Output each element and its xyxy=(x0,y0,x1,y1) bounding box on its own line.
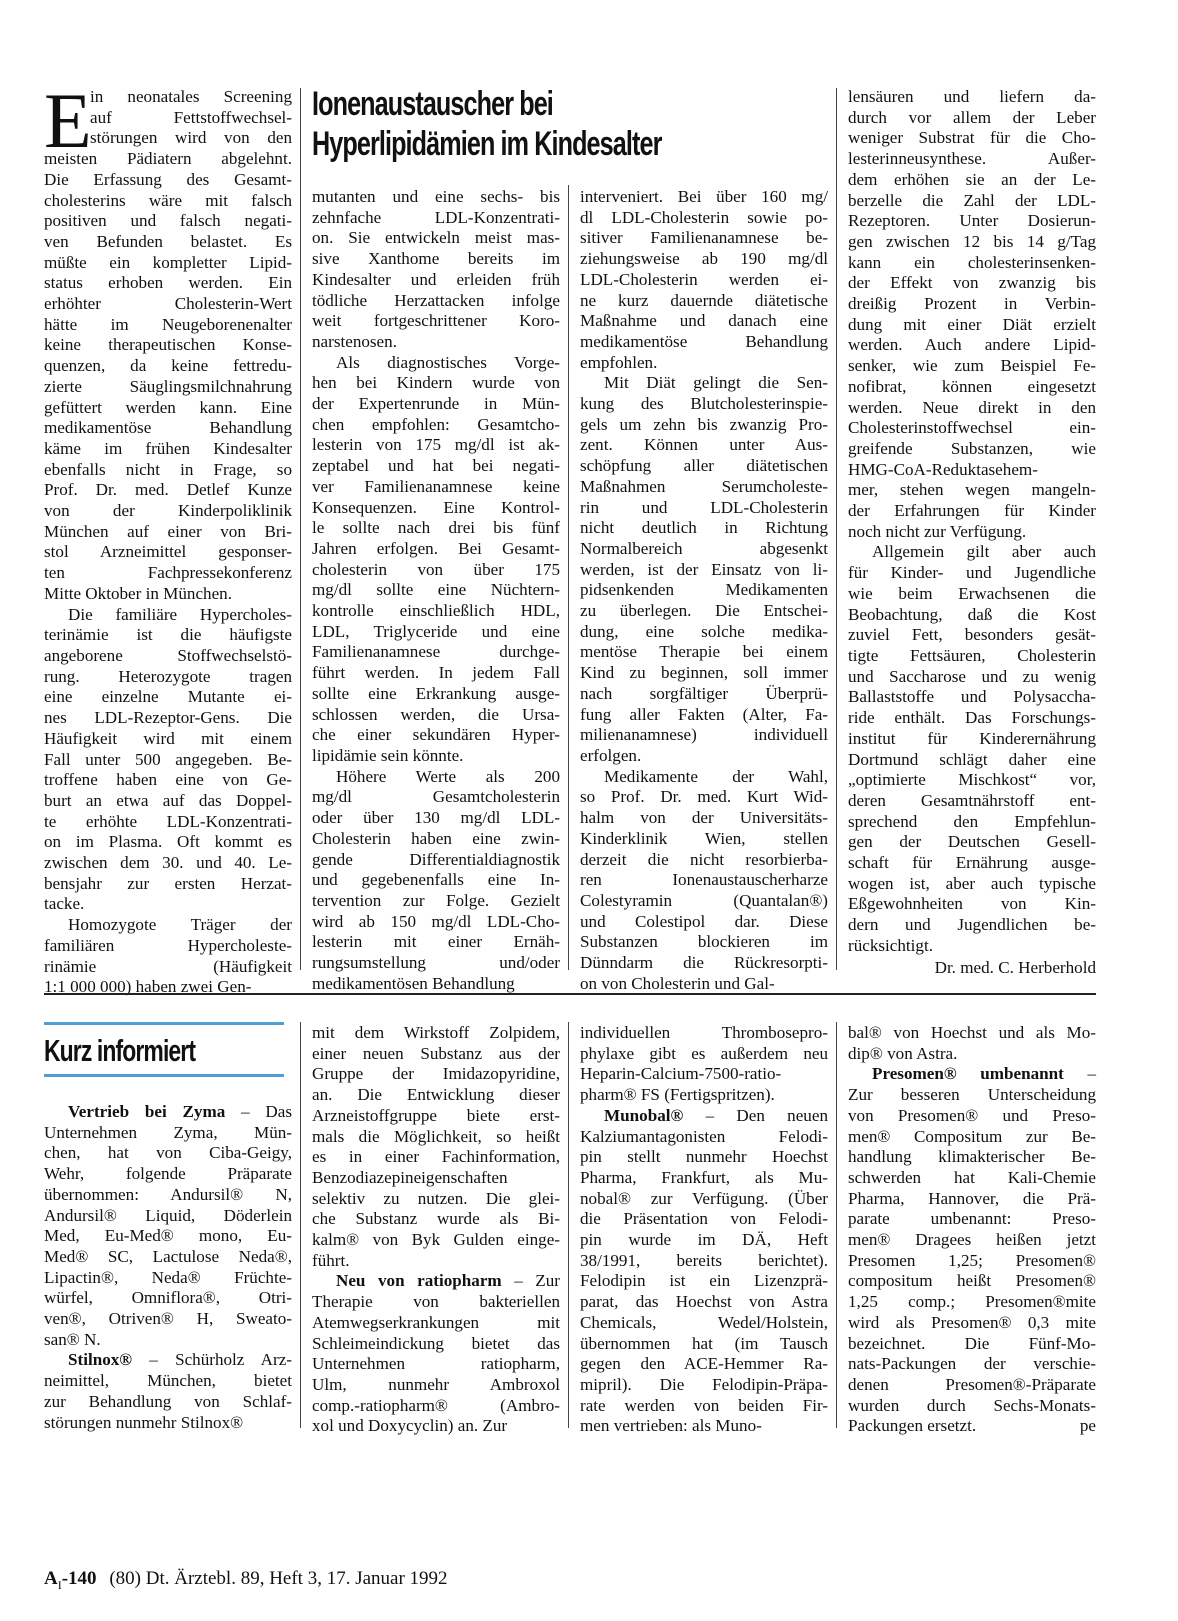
text-line: chen, hat von Ciba-Geigy, xyxy=(44,1143,292,1163)
article-column-3 xyxy=(580,187,828,994)
text-line: sive Xanthome bereits im xyxy=(312,249,560,269)
text-line: müßte ein kompletter Lipid- xyxy=(44,252,292,272)
article-column-2 xyxy=(312,187,560,994)
text-line: und gegebenenfalls eine In- xyxy=(312,870,560,890)
text-line: schöpfung aller diätetischen xyxy=(580,456,828,476)
text-line: individuellen Thromboseprо- xyxy=(580,1023,828,1042)
text-line: familiären Hypercholeste- xyxy=(44,935,292,955)
text-line: dreißig Prozent in Verbin- xyxy=(848,294,1096,314)
text-line: Therapie von bakteriellen xyxy=(312,1292,560,1312)
text-line: hen bei Kindern wurde von xyxy=(312,373,560,393)
section-divider xyxy=(44,993,1096,995)
text-line: rung. Heterozygote tragen xyxy=(44,666,292,686)
text-line: medikamentöse Behandlung xyxy=(580,331,828,351)
text-line: nobal® zur Verfügung. (Über xyxy=(580,1188,828,1208)
text-line: ziehungsweise ab 190 mg/dl xyxy=(580,249,828,269)
text-line: zuviel Fett, besonders gesät- xyxy=(848,625,1096,645)
text-line: Cholesterinstoffwechsel ein- xyxy=(848,418,1096,438)
text-line: Med, Eu-Med® mono, Eu- xyxy=(44,1226,292,1246)
text-line: gefüttert werden kann. Eine xyxy=(44,397,292,417)
text-line: wurden durch Sechs-Monats- xyxy=(848,1395,1096,1415)
text-line: lesterin von 175 mg/dl ist ak- xyxy=(312,435,560,455)
text-line: zierte Säuglingsmilchnahrung xyxy=(44,376,292,396)
text-line: würfel, Omniflora®, Otri- xyxy=(44,1288,292,1308)
text-line: weniger Substrat für die Cho- xyxy=(848,128,1096,148)
text-line: Munobal® – Den neuen xyxy=(604,1105,828,1125)
text-line: cholesterin von über 175 xyxy=(312,559,560,579)
text-line: Benzodiazepineigenschaften xyxy=(312,1167,508,1187)
text-line: Medikamente der Wahl, xyxy=(604,766,828,786)
text-line: erfolgen. xyxy=(580,745,642,765)
text-line: bezeichnet. Die Fünf-Mo- xyxy=(848,1333,1096,1353)
text-line: Gruppe der Imidazopyridine, xyxy=(312,1064,560,1084)
text-line: Neu von ratiopharm – Zur xyxy=(336,1271,560,1291)
text-line: wird ab 150 mg/dl LDL-Cho- xyxy=(312,911,560,931)
text-line: Ballaststoffe und Polysaccha- xyxy=(848,687,1096,707)
text-line: LDL, Triglyceride und eine xyxy=(312,621,560,641)
text-line: san® N. xyxy=(44,1329,101,1349)
text-line: werden. Auch andere Lipid- xyxy=(848,335,1096,355)
text-line: Beobachtung, daß die Kost xyxy=(848,604,1096,624)
text-line: Colestyramin (Quantalan®) xyxy=(580,890,828,910)
text-line: Als diagnostisches Vorge- xyxy=(336,352,560,372)
text-line: compositum heißt Presomen® xyxy=(848,1271,1096,1291)
text-line: cholesterins wäre mit falsch xyxy=(44,190,292,210)
text-line: sitiver Familienanamnese be- xyxy=(580,228,828,248)
text-line: Dünndarm die Rückresorpti- xyxy=(580,953,828,973)
text-line: ten Fachpressekonferenz xyxy=(44,563,292,583)
text-line: übernommen: Andursil® N, xyxy=(44,1184,292,1204)
text-line: Jahren erfolgen. Bei Gesamt- xyxy=(312,538,560,558)
text-line: dem erhöhen sie an der Le- xyxy=(848,169,1096,189)
text-line: medikamentösen Behandlung xyxy=(312,973,515,993)
text-line: mentöse Therapie bei einem xyxy=(580,642,828,662)
text-line: zu überlegen. Die Entschei- xyxy=(580,601,828,621)
text-line: Packungen ersetzt. pe xyxy=(848,1416,1096,1436)
text-line: dern und Jugendlichen be- xyxy=(848,915,1096,935)
text-line: troffene haben eine von Ge- xyxy=(44,770,292,790)
article-column-1 xyxy=(44,77,292,998)
article-column-4 xyxy=(848,87,1096,957)
text-line: mit dem Wirkstoff Zolpidem, xyxy=(312,1023,560,1042)
text-line: für Kinder- und Jugendliche xyxy=(848,563,1096,583)
text-line: die Präsentation von Felodi- xyxy=(580,1209,828,1229)
text-line: Schleimeindickung bietet das xyxy=(312,1333,560,1353)
text-line: institut für Kinderernährung xyxy=(848,728,1096,748)
text-line: Chemicals, Wedel/Holstein, xyxy=(580,1312,828,1332)
text-line: kann ein cholesterinsenken- xyxy=(848,252,1096,272)
text-line: gen der Deutschen Gesell- xyxy=(848,832,1096,852)
column-divider xyxy=(836,88,837,970)
text-line: Lipactin®, Neda® Früchte- xyxy=(44,1267,292,1287)
text-line: Fall unter 500 angegeben. Be- xyxy=(44,749,292,769)
text-line: te erhöhte LDL-Konzentrati- xyxy=(44,811,292,831)
text-line: der Erfahrungen für Kinder xyxy=(848,501,1096,521)
text-line: tervention zur Folge. Gezielt xyxy=(312,890,560,910)
text-line: störungen nunmehr Stilnox® xyxy=(44,1412,244,1432)
text-line: xol und Doxycyclin) an. Zur xyxy=(312,1416,508,1436)
text-line: Maßnahme und danach eine xyxy=(580,311,828,331)
text-line: fung aller Fakten (Alter, Fa- xyxy=(580,704,828,724)
text-line: Familienanamnese durchge- xyxy=(312,642,560,662)
text-line: LDL-Cholesterin werden ei- xyxy=(580,269,828,289)
text-line: le sollte nach drei bis fünf xyxy=(312,518,560,538)
text-line: werden. Neue direkt in den xyxy=(848,397,1096,417)
heading-rule-top xyxy=(44,1022,284,1025)
text-line: käme im frühen Kindesalter xyxy=(44,438,292,458)
kurz-column-4 xyxy=(848,1023,1096,1437)
text-line: weit fortgeschrittener Koro- xyxy=(312,311,560,331)
text-line: empfohlen. xyxy=(580,352,658,372)
text-line: nach sorgfältiger Überprü- xyxy=(580,683,828,703)
text-line: handlung klimakterischer Be- xyxy=(848,1147,1096,1167)
text-line: narstenosen. xyxy=(312,331,397,351)
text-line: von Presomen® und Preso- xyxy=(848,1105,1096,1125)
text-line: pharm® FS (Fertigspritzen). xyxy=(580,1085,775,1105)
text-line: lipidämie sein könnte. xyxy=(312,745,464,765)
text-line: kontrolle einschließlich HDL, xyxy=(312,601,560,621)
text-line: parat, das Hoechst von Astra xyxy=(580,1292,828,1312)
text-line: 1,25 comp.; Presomen®mite xyxy=(848,1292,1096,1312)
text-line: interveniert. Bei über 160 mg/ xyxy=(580,187,828,206)
text-line: lensäuren und liefern da- xyxy=(848,87,1096,106)
text-line: Felodipin ist ein Lizenzprä- xyxy=(580,1271,828,1291)
text-line: Kinderklinik Wien, stellen xyxy=(580,828,828,848)
text-line: ebenfalls nicht in Frage, so xyxy=(44,459,292,479)
column-divider xyxy=(568,185,569,970)
text-line: status erhoben werden. Ein xyxy=(44,273,292,293)
text-line: pin wurde im DÄ, Heft xyxy=(580,1230,828,1250)
text-line: Kind zu beginnen, soll immer xyxy=(580,663,828,683)
text-line: an. Die Entwicklung dieser xyxy=(312,1085,560,1105)
text-line: mg/dl sollte eine Nüchtern- xyxy=(312,580,560,600)
text-line: zent. Können unter Aus- xyxy=(580,435,828,455)
text-line: denen Presomen®-Präparate xyxy=(848,1374,1096,1394)
text-line: ren Ionenaustauscherharze xyxy=(580,870,828,890)
text-line: und Colestipol dar. Diese xyxy=(580,911,828,931)
text-line: Pharma, Hannover, die Prä- xyxy=(848,1188,1096,1208)
text-line: Prof. Dr. med. Detlef Kunze xyxy=(44,480,292,500)
text-line: tödliche Herzattacken infolge xyxy=(312,290,560,310)
text-line: selektiv zu nutzen. Die glei- xyxy=(312,1188,560,1208)
text-line: Rezeptoren. Unter Dosierun- xyxy=(848,211,1096,231)
text-line: ver Familienanamnese keine xyxy=(312,476,560,496)
text-line: dung, eine solche medika- xyxy=(580,621,828,641)
text-line: Heparin-Calcium-7500-ratio- xyxy=(580,1064,782,1084)
text-line: kalm® von Byk Gulden einge- xyxy=(312,1230,560,1250)
text-line: meisten Pädiatern abgelehnt. xyxy=(44,149,292,169)
text-line: und Saccharose und zu wenig xyxy=(848,666,1096,686)
text-line: zur Behandlung von Schlaf- xyxy=(44,1391,292,1411)
text-line: bensjahr zur ersten Herzat- xyxy=(44,873,292,893)
text-line: gegen den ACE-Hemmer Ra- xyxy=(580,1354,828,1374)
kurz-informiert-heading: Kurz informiert xyxy=(44,1033,196,1068)
text-line: führt werden. In jedem Fall xyxy=(312,663,560,683)
text-line: Mit Diät gelingt die Sen- xyxy=(604,373,828,393)
kurz-column-3 xyxy=(580,1023,828,1437)
page-footer: $A_I-140$ (80) Dt. Ärztebl. 89, Heft 3, 17. Januar 1992 xyxy=(44,1568,448,1592)
text-line: pidsenkenden Medikamenten xyxy=(580,580,828,600)
text-line: rinämie (Häufigkeit xyxy=(44,956,292,976)
text-line: positiven und falsch negati- xyxy=(44,211,292,231)
text-line: Zur besseren Unterscheidung xyxy=(848,1085,1096,1105)
text-line: gende Differentialdiagnostik xyxy=(312,849,560,869)
text-line: der Expertenrunde in Mün- xyxy=(312,394,560,414)
column-divider xyxy=(300,88,301,970)
text-line: lesterinneusynthese. Außer- xyxy=(848,149,1096,169)
text-line: Maßnahmen Serumcholeste- xyxy=(580,476,828,496)
text-line: Häufigkeit wird mit einem xyxy=(44,728,292,748)
text-line: Unternehmen ratiopharm, xyxy=(312,1354,560,1374)
text-line: auf Fettstoffwechsel- xyxy=(90,107,292,127)
text-line: ven Befunden belastet. Es xyxy=(44,231,292,251)
text-line: ven®, Otriven® H, Sweato- xyxy=(44,1309,292,1329)
text-line: Presomen® umbenannt – xyxy=(872,1064,1096,1084)
column-divider xyxy=(568,1022,569,1428)
text-line: Kalziumantagonisten Felodi- xyxy=(580,1126,828,1146)
text-line: durch vor allem der Leber xyxy=(848,107,1096,127)
text-line: Ulm, nunmehr Ambroxol xyxy=(312,1374,560,1394)
text-line: nicht deutlich in Richtung xyxy=(580,518,828,538)
text-line: men vertrieben: als Muno- xyxy=(580,1416,762,1436)
text-line: ride enthält. Das Forschungs- xyxy=(848,708,1096,728)
author-byline: Dr. med. C. Herberhold xyxy=(934,958,1096,977)
text-line: Presomen 1,25; Presomen® xyxy=(848,1250,1096,1270)
text-line: zehnfache LDL-Konzentrati- xyxy=(312,207,560,227)
text-line: che einer sekundären Hyper- xyxy=(312,725,560,745)
heading-rule-bottom xyxy=(44,1074,284,1077)
kurz-column-1 xyxy=(44,1102,292,1433)
text-line: der Effekt von zwanzig bis xyxy=(848,273,1096,293)
text-line: „optimierte Mischkost“ vor, xyxy=(848,770,1096,790)
text-line: deren Gesamtnährstoff ent- xyxy=(848,790,1096,810)
text-line: on. Sie entwickeln meist mas- xyxy=(312,228,560,248)
text-line: Die familiäre Hypercholes- xyxy=(68,604,292,624)
text-line: keine therapeutischen Konse- xyxy=(44,335,292,355)
text-line: neimittel, München, bietet xyxy=(44,1371,292,1391)
text-line: zwischen dem 30. und 40. Le- xyxy=(44,853,292,873)
text-line: stol Arzneimittel gesponser- xyxy=(44,542,292,562)
text-line: halm von der Universitäts- xyxy=(580,808,828,828)
text-line: einer neuen Substanz aus der xyxy=(312,1043,560,1063)
text-line: Konsequenzen. Eine Kontrol- xyxy=(312,497,560,517)
text-line: rin und LDL-Cholesterin xyxy=(580,497,828,517)
text-line: sprechend den Empfehlun- xyxy=(848,811,1096,831)
text-line: 1:1 000 000) haben zwei Gen- xyxy=(44,977,252,997)
text-line: München auf einer von Bri- xyxy=(44,521,292,541)
text-line: che Substanz wurde als Bi- xyxy=(312,1209,560,1229)
text-line: Stilnox® – Schürholz Arz- xyxy=(68,1350,292,1370)
text-line: gels um zehn bis zwanzig Pro- xyxy=(580,414,828,434)
text-line: HMG-CoA-Reduktasehem- xyxy=(848,459,1038,479)
text-line: wogen ist, aber auch typische xyxy=(848,873,1096,893)
text-line: nofibrat, können eingesetzt xyxy=(848,376,1096,396)
text-line: ne kurz dauernde diätetische xyxy=(580,290,828,310)
text-line: Dortmund schlägt daher eine xyxy=(848,749,1096,769)
text-line: dung mit einer Diät erzielt xyxy=(848,314,1096,334)
text-line: Höhere Werte als 200 xyxy=(336,766,560,786)
text-line: rate werden von beiden Fir- xyxy=(580,1395,828,1415)
text-line: men® Compositum zur Be- xyxy=(848,1126,1096,1146)
text-line: milienanamnese) individuell xyxy=(580,725,828,745)
text-line: Atemwegserkrankungen mit xyxy=(312,1312,560,1332)
text-line: mals die Möglichkeit, so heißt xyxy=(312,1126,560,1146)
text-line: Arzneistoffgruppe biete erst- xyxy=(312,1105,560,1125)
text-line: Mitte Oktober in München. xyxy=(44,583,232,603)
text-line: Substanzen blockieren im xyxy=(580,932,828,952)
text-line: pin stellt nunmehr Hoechst xyxy=(580,1147,828,1167)
text-line: dip® von Astra. xyxy=(848,1043,958,1063)
text-line: bal® von Hoechst und als Mo- xyxy=(848,1023,1096,1042)
text-line: in neonatales Screening xyxy=(90,87,292,106)
text-line: Cholesterin haben eine zwin- xyxy=(312,828,560,848)
text-line: Pharma, Frankfurt, als Mu- xyxy=(580,1167,828,1187)
column-divider xyxy=(836,1022,837,1428)
text-line: lesterin mit einer Ernäh- xyxy=(312,932,560,952)
text-line: es in einer Fachinformation, xyxy=(312,1147,560,1167)
text-line: mipril). Die Felodipin-Präpa- xyxy=(580,1374,828,1394)
text-line: mutanten und eine sechs- bis xyxy=(312,187,560,206)
text-line: Die Erfassung des Gesamt- xyxy=(44,169,292,189)
text-line: Allgemein gilt aber auch xyxy=(872,542,1096,562)
text-line: phylaxe gibt es außerdem neu xyxy=(580,1043,828,1063)
text-line: oder über 130 mg/dl LDL- xyxy=(312,808,560,828)
text-line: parate umbenannt: Preso- xyxy=(848,1209,1096,1229)
text-line: greifende Substanzen, wie xyxy=(848,438,1096,458)
text-line: gen zwischen 12 bis 14 g/Tag xyxy=(848,231,1096,251)
text-line: Normalbereich abgesenkt xyxy=(580,538,828,558)
text-line: übernommen hat (im Tausch xyxy=(580,1333,828,1353)
drop-cap: E xyxy=(44,77,92,164)
text-line: kung des Blutcholesterinspie- xyxy=(580,394,828,414)
text-line: nes LDL-Rezeptor-Gens. Die xyxy=(44,708,292,728)
text-line: berzelle die Zahl der LDL- xyxy=(848,190,1096,210)
text-line: tigte Fettsäuren, Cholesterin xyxy=(848,645,1096,665)
text-line: quenzen, da keine fettredu- xyxy=(44,356,292,376)
text-line: störungen wird von den xyxy=(90,128,292,148)
text-line: erhöhter Cholesterin-Wert xyxy=(44,294,292,314)
text-line: werden, ist der Einsatz von li- xyxy=(580,559,828,579)
text-line: noch nicht zur Verfügung. xyxy=(848,521,1027,541)
text-line: mer, stehen wegen mangeln- xyxy=(848,480,1096,500)
text-line: dl LDL-Cholesterin sowie po- xyxy=(580,207,828,227)
text-line: chen empfohlen: Gesamtcho- xyxy=(312,414,560,434)
column-divider xyxy=(300,1022,301,1428)
text-line: senker, wie zum Beispiel Fe- xyxy=(848,356,1096,376)
text-line: burt an etwa auf das Doppel- xyxy=(44,790,292,810)
text-line: führt. xyxy=(312,1250,350,1270)
text-line: tacke. xyxy=(44,894,85,914)
text-line: wird als Presomen® 0,3 mite xyxy=(848,1312,1096,1332)
text-line: schaft für Ernährung ausge- xyxy=(848,853,1096,873)
text-line: eine einzelne Mutante ei- xyxy=(44,687,292,707)
author-initials: pe xyxy=(1079,1416,1096,1436)
text-line: schwerden hat Kali-Chemie xyxy=(848,1167,1096,1187)
text-line: mg/dl Gesamtcholesterin xyxy=(312,787,560,807)
text-line: Unternehmen Zyma, Mün- xyxy=(44,1122,292,1142)
text-line: zeptabel und hat bei negati- xyxy=(312,456,560,476)
text-line: so Prof. Dr. med. Kurt Wid- xyxy=(580,787,828,807)
text-line: Vertrieb bei Zyma – Das xyxy=(68,1102,292,1121)
text-line: hätte im Neugeborenenalter xyxy=(44,314,292,334)
text-line: angeborene Stoffwechselstö- xyxy=(44,645,292,665)
text-line: wie beim Erwachsenen die xyxy=(848,583,1096,603)
text-line: Wehr, folgende Präparate xyxy=(44,1164,292,1184)
text-line: nats-Packungen der verschie- xyxy=(848,1354,1096,1374)
text-line: Homozygote Träger der xyxy=(68,915,292,935)
text-line: rungsumstellung und/oder xyxy=(312,953,560,973)
text-line: schlossen werden, die Ursa- xyxy=(312,704,560,724)
text-line: derzeit die nicht resorbierba- xyxy=(580,849,828,869)
text-line: medikamentöse Behandlung xyxy=(44,418,292,438)
text-line: 38/1991, bereits berichtet). xyxy=(580,1250,828,1270)
text-line: Kindesalter und erleiden früh xyxy=(312,269,560,289)
article-title: Ionenaustauscher bei Hyperlipidämien im Kindesalter xyxy=(312,85,662,163)
text-line: Andursil® Liquid, Döderlein xyxy=(44,1205,292,1225)
text-line: men® Dragees heißen jetzt xyxy=(848,1230,1096,1250)
text-line: rücksichtigt. xyxy=(848,935,933,955)
text-line: on im Plasma. Oft kommt es xyxy=(44,832,292,852)
text-line: von der Kinderpoliklinik xyxy=(44,501,292,521)
text-line: sollte eine Erkrankung ausge- xyxy=(312,683,560,703)
text-line: terinämie ist die häufigste xyxy=(44,625,292,645)
text-line: Eßgewohnheiten von Kin- xyxy=(848,894,1096,914)
text-line: Med® SC, Lactulose Neda®, xyxy=(44,1246,292,1266)
kurz-column-2 xyxy=(312,1023,560,1437)
text-line: on von Cholesterin und Gal- xyxy=(580,973,775,993)
text-line: comp.-ratiopharm® (Ambro- xyxy=(312,1395,560,1415)
